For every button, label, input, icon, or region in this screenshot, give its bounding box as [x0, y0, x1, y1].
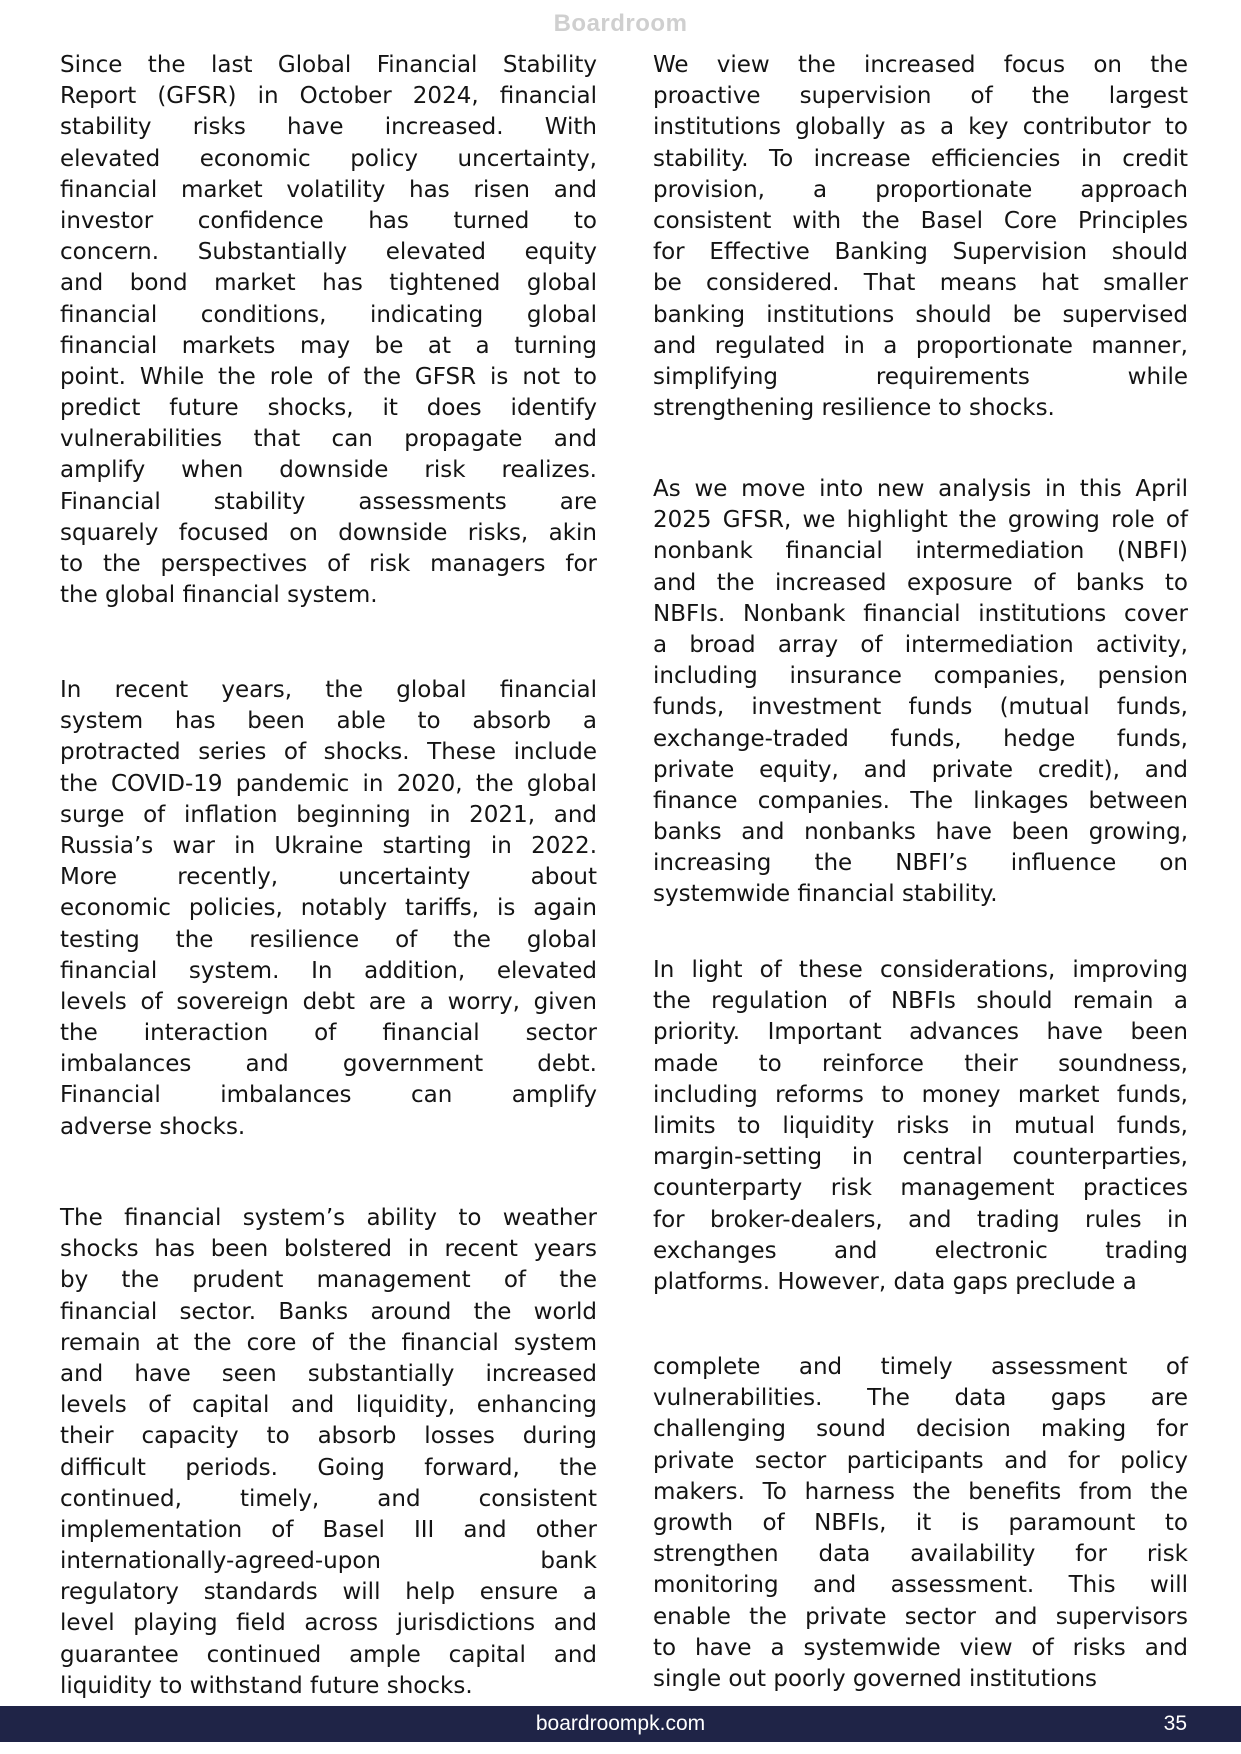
text-line: Financial stability assessments are	[60, 488, 597, 515]
text-line: makers. To harness the benefits from the	[653, 1478, 1188, 1505]
text-line: finance companies. The linkages between	[653, 787, 1188, 814]
text-line: remain at the core of the financial system	[60, 1329, 597, 1356]
text-line: guarantee continued ample capital and	[60, 1641, 597, 1668]
text-line: financial markets may be at a turning	[60, 332, 597, 359]
text-line: simplifying requirements while	[653, 363, 1188, 390]
text-line: growth of NBFIs, it is paramount to	[653, 1509, 1188, 1536]
text-line: concern. Substantially elevated equity	[60, 239, 597, 266]
text-line: In recent years, the global financial	[60, 677, 597, 703]
text-line: squarely focused on downside risks, akin	[60, 519, 597, 546]
text-line: and have seen substantially increased	[60, 1360, 597, 1387]
text-line: private equity, and private credit), and	[653, 756, 1188, 783]
text-line: increasing the NBFI’s influence on	[653, 850, 1188, 877]
text-line: private sector participants and for policy	[653, 1447, 1188, 1474]
text-line: funds, investment funds (mutual funds,	[653, 694, 1188, 721]
text-line: provision, a proportionate approach	[653, 176, 1188, 203]
text-line: exchange-traded funds, hedge funds,	[653, 725, 1188, 752]
text-line: surge of inflation beginning in 2021, and	[60, 801, 597, 828]
text-line: investor confidence has turned to	[60, 207, 597, 234]
text-line: financial sector. Banks around the world	[60, 1298, 597, 1325]
text-line: proactive supervision of the largest	[653, 83, 1188, 110]
footer-website-link[interactable]: boardroompk.com	[535, 1712, 706, 1735]
text-line: level playing field across jurisdictions and	[60, 1610, 597, 1637]
text-line: testing the resilience of the global	[60, 926, 597, 953]
text-line: the regulation of NBFIs should remain a	[653, 988, 1188, 1015]
text-line: including reforms to money market funds,	[653, 1081, 1188, 1108]
paragraph	[653, 955, 1188, 1298]
text-line: economic policies, notably tariffs, is again	[60, 895, 597, 922]
text-line: to have a systemwide view of risks and	[653, 1634, 1188, 1661]
text-line: As we move into new analysis in this April	[653, 476, 1188, 502]
text-line: limits to liquidity risks in mutual funds,	[653, 1112, 1188, 1139]
text-line: banking institutions should be supervised	[653, 301, 1188, 328]
text-line: institutions globally as a key contributor to	[653, 114, 1188, 141]
text-line: the interaction of financial sector	[60, 1020, 597, 1047]
text-line: protracted series of shocks. These include	[60, 739, 597, 766]
text-line: liquidity to withstand future shocks.	[60, 1672, 473, 1699]
text-line: predict future shocks, it does identify	[60, 395, 597, 422]
text-line: vulnerabilities. The data gaps are	[653, 1385, 1188, 1412]
masthead-title: Boardroom	[553, 10, 688, 37]
text-line: their capacity to absorb losses during	[60, 1423, 597, 1450]
text-line: strengthening resilience to shocks.	[653, 395, 1055, 422]
text-line: complete and timely assessment of	[653, 1354, 1188, 1380]
text-line: for broker-dealers, and trading rules in	[653, 1206, 1188, 1233]
text-line: The financial system’s ability to weather	[60, 1205, 597, 1231]
paragraph	[60, 675, 597, 1143]
text-line: shocks has been bolstered in recent years	[60, 1236, 597, 1263]
text-line: monitoring and assessment. This will	[653, 1572, 1188, 1599]
text-line: stability. To increase efficiencies in credit	[653, 145, 1188, 172]
text-line: implementation of Basel III and other	[60, 1516, 597, 1543]
text-line: single out poorly governed institutions	[653, 1665, 1098, 1692]
text-line: systemwide financial stability.	[653, 881, 998, 908]
text-line: by the prudent management of the	[60, 1267, 597, 1294]
text-line: imbalances and government debt.	[60, 1051, 597, 1078]
text-line: elevated economic policy uncertainty,	[60, 145, 597, 172]
text-line: a broad array of intermediation activity,	[653, 631, 1188, 658]
text-line: made to reinforce their soundness,	[653, 1050, 1188, 1077]
text-line: nonbank financial intermediation (NBFI)	[653, 538, 1188, 565]
text-line: financial conditions, indicating global	[60, 301, 597, 328]
text-line: regulatory standards will help ensure a	[60, 1579, 597, 1606]
text-line: enable the private sector and supervisors	[653, 1603, 1188, 1630]
text-line: and regulated in a proportionate manner,	[653, 332, 1188, 359]
text-line: priority. Important advances have been	[653, 1019, 1188, 1046]
text-line: NBFIs. Nonbank financial institutions cover	[653, 600, 1188, 627]
paragraph	[60, 1203, 597, 1702]
text-line: for Effective Banking Supervision should	[653, 239, 1188, 266]
text-line: adverse shocks.	[60, 1113, 246, 1140]
text-line: to the perspectives of risk managers for	[60, 551, 597, 577]
text-line: vulnerabilities that can propagate and	[60, 426, 597, 453]
text-line: financial system. In addition, elevated	[60, 957, 597, 984]
paragraph	[653, 1352, 1188, 1695]
text-line: levels of capital and liquidity, enhancing	[60, 1392, 597, 1419]
text-line: Financial imbalances can amplify	[60, 1082, 597, 1109]
text-line: internationally-agreed-upon bank	[60, 1548, 597, 1575]
text-line: challenging sound decision making for	[653, 1416, 1188, 1443]
text-line: margin-setting in central counterparties,	[653, 1144, 1188, 1171]
text-line: 2025 GFSR, we highlight the growing role of	[653, 507, 1188, 534]
text-line: the COVID-19 pandemic in 2020, the global	[60, 770, 597, 797]
paragraph	[60, 50, 597, 611]
text-line: difficult periods. Going forward, the	[60, 1454, 597, 1481]
text-line: financial market volatility has risen and	[60, 176, 597, 203]
text-line: exchanges and electronic trading	[653, 1237, 1188, 1264]
text-line: strengthen data availability for risk	[653, 1541, 1188, 1568]
paragraph	[653, 474, 1188, 911]
text-line: and the increased exposure of banks to	[653, 569, 1188, 596]
text-line: banks and nonbanks have been growing,	[653, 819, 1188, 846]
paragraph	[653, 50, 1188, 424]
text-line: the global financial system.	[60, 582, 378, 609]
text-line: Since the last Global Financial Stability	[60, 52, 597, 78]
text-line: continued, timely, and consistent	[60, 1485, 597, 1512]
text-line: system has been able to absorb a	[60, 708, 597, 735]
text-line: amplify when downside risk realizes.	[60, 457, 597, 484]
text-line: We view the increased focus on the	[653, 52, 1188, 78]
text-line: and bond market has tightened global	[60, 270, 597, 297]
text-line: consistent with the Basel Core Principles	[653, 207, 1188, 234]
text-line: Report (GFSR) in October 2024, financial	[60, 83, 597, 110]
text-line: counterparty risk management practices	[653, 1175, 1188, 1202]
text-line: levels of sovereign debt are a worry, given	[60, 988, 597, 1015]
text-line: be considered. That means hat smaller	[653, 270, 1188, 297]
text-line: More recently, uncertainty about	[60, 864, 597, 891]
text-line: including insurance companies, pension	[653, 663, 1188, 690]
text-line: point. While the role of the GFSR is not to	[60, 363, 597, 390]
text-line: platforms. However, data gaps preclude a	[653, 1268, 1137, 1295]
footer-bar	[0, 1706, 1241, 1742]
text-line: Russia’s war in Ukraine starting in 2022.	[60, 832, 597, 859]
text-line: stability risks have increased. With	[60, 114, 597, 141]
text-line: In light of these considerations, improving	[653, 957, 1188, 983]
page-number: 35	[1163, 1712, 1187, 1735]
